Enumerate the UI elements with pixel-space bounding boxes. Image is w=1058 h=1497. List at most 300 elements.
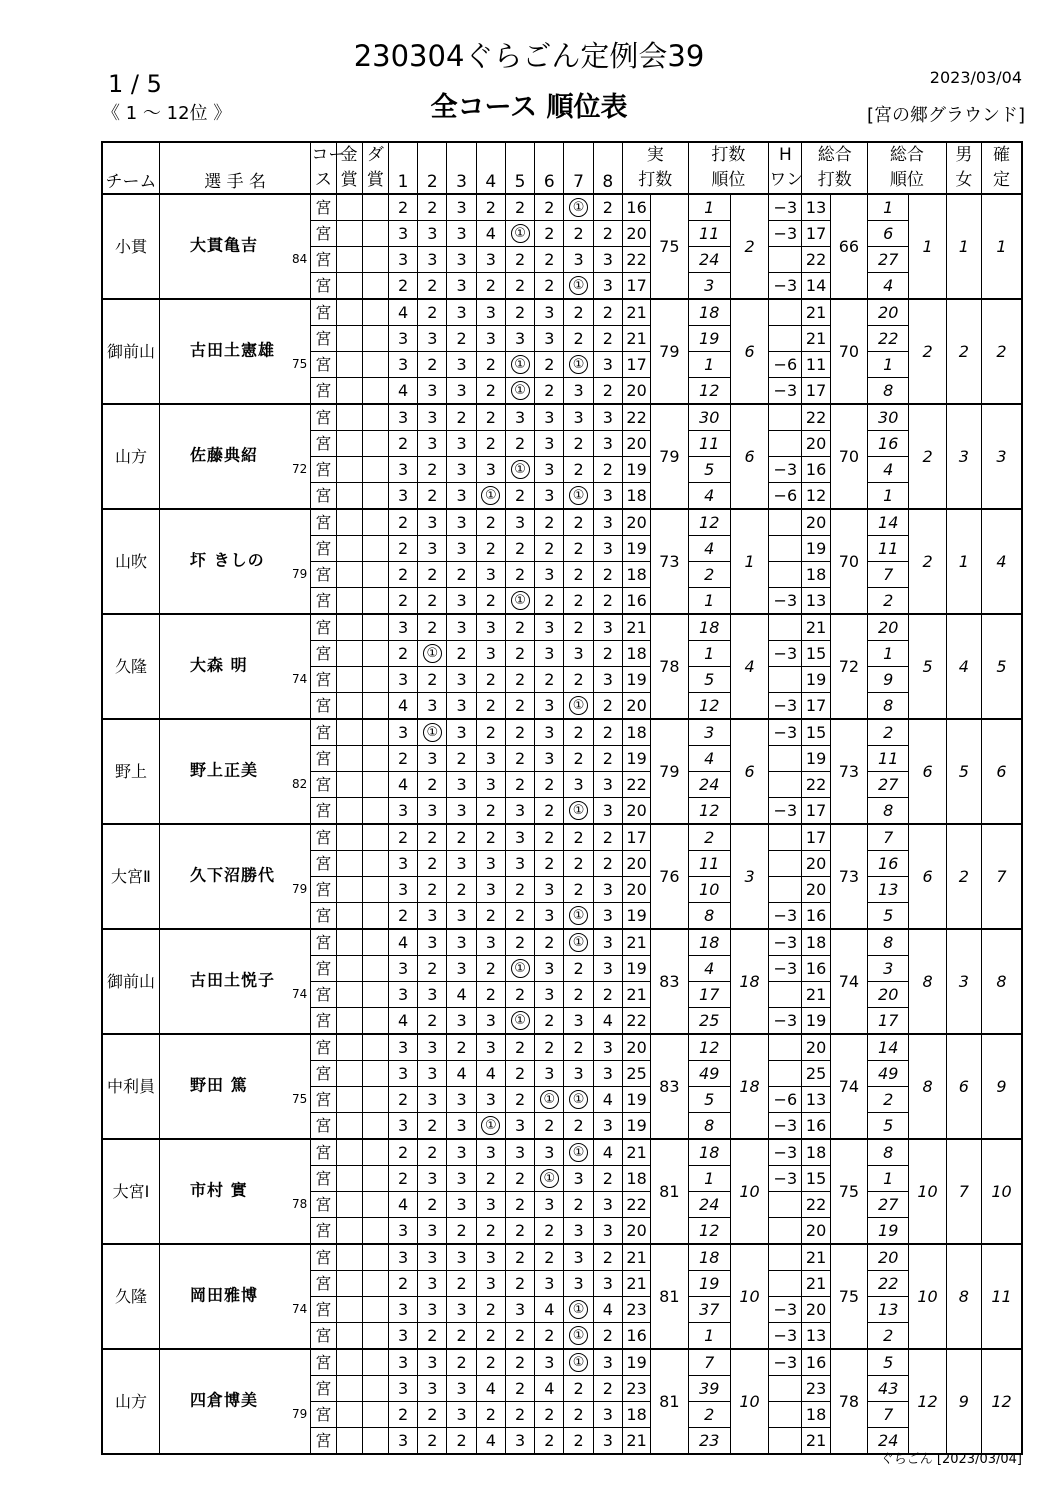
hole-score [535, 1166, 564, 1192]
net-total: 18 [802, 1139, 830, 1166]
hole-score: 2 [505, 1323, 534, 1350]
net-total: 17 [802, 798, 830, 825]
hole-in-one-bonus [769, 667, 802, 693]
net-total: 20 [802, 1297, 830, 1323]
hole-score: 2 [593, 299, 622, 326]
course-code: 宮 [311, 798, 336, 825]
net-rank: 8 [868, 378, 909, 405]
net-rank: 22 [868, 326, 909, 352]
gold-prize-cell [336, 404, 362, 431]
hole-score: 4 [535, 1376, 564, 1402]
da-prize-cell [362, 798, 388, 825]
gold-prize-cell [336, 1323, 362, 1350]
hole-score: 2 [535, 1244, 564, 1271]
round-rank: 12 [688, 798, 730, 825]
gender-rank: 8 [946, 1244, 981, 1349]
hole-score: 3 [593, 1061, 622, 1087]
hole-score: 3 [593, 273, 622, 300]
hole-score: 2 [505, 1349, 534, 1376]
hole-in-one-bonus: −3 [769, 1297, 802, 1323]
player-name: 古田土憲雄 [190, 339, 276, 359]
hole-score: 2 [535, 588, 564, 615]
player-name: 四倉博美 [190, 1389, 259, 1409]
da-prize-cell [362, 483, 388, 510]
player-name: 古田土悦子 [190, 969, 276, 989]
gold-prize-cell [336, 536, 362, 562]
player-cell [160, 1349, 311, 1454]
round-total: 21 [622, 299, 650, 326]
hole-score: 3 [564, 641, 593, 667]
hole-score: 2 [418, 273, 447, 300]
course-code: 宮 [311, 719, 336, 746]
gold-prize-cell [336, 1061, 362, 1087]
net-total: 17 [802, 693, 830, 720]
hole-score: 3 [418, 1349, 447, 1376]
col-da-top: ダ [362, 142, 388, 168]
hole-score: 2 [418, 1323, 447, 1350]
actual-strokes: 83 [651, 1034, 688, 1139]
col-hole-1: 1 [388, 142, 417, 194]
overall-rank: 2 [909, 299, 946, 404]
hole-score: 3 [535, 903, 564, 930]
course-code: 宮 [311, 641, 336, 667]
round-total: 17 [622, 273, 650, 300]
hole-in-one-bonus [769, 509, 802, 536]
hole-score: 3 [593, 614, 622, 641]
player-cell [160, 1139, 311, 1244]
hole-score: 2 [418, 1428, 447, 1455]
hole-score [564, 273, 593, 300]
hole-score: 2 [388, 1271, 417, 1297]
hole-score: 3 [535, 614, 564, 641]
da-prize-cell [362, 719, 388, 746]
overall-strokes: 75 [830, 1244, 867, 1349]
course-code: 宮 [311, 1113, 336, 1140]
team-name: 久隆 [102, 614, 160, 719]
hole-in-one-bonus: −3 [769, 273, 802, 300]
gold-prize-cell [336, 299, 362, 326]
net-rank: 49 [868, 1061, 909, 1087]
round-total: 19 [622, 956, 650, 982]
overall-strokes: 72 [830, 614, 867, 719]
player-cell [160, 194, 311, 299]
net-total: 19 [802, 1008, 830, 1035]
hole-score: 2 [564, 746, 593, 772]
team-name: 小貫 [102, 194, 160, 299]
actual-strokes: 78 [651, 614, 688, 719]
hole-score: 3 [447, 614, 476, 641]
col-strokes-bottom: 順位 [688, 168, 769, 194]
hole-score: 2 [593, 1376, 622, 1402]
hole-score: 3 [593, 877, 622, 903]
net-rank: 19 [868, 1218, 909, 1245]
net-rank: 30 [868, 404, 909, 431]
round-total: 19 [622, 457, 650, 483]
col-final-top: 確 [982, 142, 1023, 168]
hole-score: 3 [593, 667, 622, 693]
player-cell [160, 719, 311, 824]
hole-score: 3 [593, 404, 622, 431]
col-da-bottom: 賞 [362, 168, 388, 194]
hole-score: 2 [564, 719, 593, 746]
col-total-rank-bottom: 順位 [868, 168, 947, 194]
net-rank: 17 [868, 1008, 909, 1035]
hole-score: 3 [418, 982, 447, 1008]
round-rank: 19 [688, 326, 730, 352]
hole-in-one-bonus [769, 1244, 802, 1271]
da-prize-cell [362, 877, 388, 903]
player-name: 岡田雅博 [190, 1284, 259, 1304]
hole-in-one-bonus: −3 [769, 588, 802, 615]
gold-prize-cell [336, 273, 362, 300]
hole-score [564, 483, 593, 510]
net-total: 21 [802, 982, 830, 1008]
hole-in-one-bonus [769, 851, 802, 877]
hole-score: 3 [593, 1271, 622, 1297]
da-prize-cell [362, 457, 388, 483]
hole-score: 2 [505, 903, 534, 930]
overall-strokes: 70 [830, 404, 867, 509]
hole-score: 3 [418, 1218, 447, 1245]
hole-score: 2 [447, 562, 476, 588]
hole-score: 2 [418, 851, 447, 877]
col-course-bottom: ス [311, 168, 336, 194]
hole-score: 2 [388, 746, 417, 772]
hole-score: 2 [476, 1402, 505, 1428]
net-rank: 5 [868, 903, 909, 930]
hole-score: 3 [476, 1139, 505, 1166]
course-code: 宮 [311, 1139, 336, 1166]
course-code: 宮 [311, 824, 336, 851]
hole-score: 2 [418, 824, 447, 851]
hole-score: 2 [418, 1402, 447, 1428]
net-total: 13 [802, 1323, 830, 1350]
net-rank: 1 [868, 1166, 909, 1192]
overall-strokes: 70 [830, 509, 867, 614]
hole-score: 3 [535, 1349, 564, 1376]
hole-in-one-mark: ① [423, 723, 442, 742]
hole-in-one-mark: ① [481, 1116, 500, 1135]
gold-prize-cell [336, 614, 362, 641]
col-total-rank-top: 総合 [868, 142, 947, 168]
hole-in-one-bonus: −3 [769, 457, 802, 483]
hole-score: 2 [535, 194, 564, 221]
col-hio-bottom: ワン [769, 168, 802, 194]
hole-score: 3 [418, 1271, 447, 1297]
da-prize-cell [362, 772, 388, 798]
gold-prize-cell [336, 929, 362, 956]
final-rank: 3 [982, 404, 1023, 509]
net-rank: 7 [868, 1402, 909, 1428]
hole-in-one-bonus [769, 1061, 802, 1087]
hole-score: 3 [535, 1192, 564, 1218]
hole-score: 2 [388, 588, 417, 615]
round-rank: 7 [688, 1349, 730, 1376]
hole-score: 2 [535, 1402, 564, 1428]
hole-score [505, 378, 534, 405]
hole-in-one-mark: ① [481, 486, 500, 505]
hole-score: 3 [447, 772, 476, 798]
team-name: 久隆 [102, 1244, 160, 1349]
hole-score: 2 [535, 536, 564, 562]
actual-strokes: 73 [651, 509, 688, 614]
da-prize-cell [362, 929, 388, 956]
actual-strokes: 79 [651, 404, 688, 509]
hole-score: 3 [388, 719, 417, 746]
hole-score: 3 [593, 929, 622, 956]
hole-score: 2 [535, 1323, 564, 1350]
net-total: 16 [802, 457, 830, 483]
hole-score: 3 [388, 1297, 417, 1323]
final-rank: 12 [982, 1349, 1023, 1454]
gender-rank: 1 [946, 509, 981, 614]
hole-score: 2 [505, 247, 534, 273]
gold-prize-cell [336, 641, 362, 667]
hole-score: 3 [447, 457, 476, 483]
hole-score [564, 1323, 593, 1350]
round-total: 25 [622, 1061, 650, 1087]
gold-prize-cell [336, 247, 362, 273]
player-handicap: 79 [292, 1407, 308, 1421]
hole-in-one-bonus: −6 [769, 483, 802, 510]
hole-score: 3 [476, 562, 505, 588]
hole-in-one-bonus [769, 1402, 802, 1428]
hole-score: 3 [447, 1192, 476, 1218]
hole-score: 2 [476, 903, 505, 930]
hole-score: 3 [447, 431, 476, 457]
hole-score [564, 1297, 593, 1323]
hole-score: 4 [388, 772, 417, 798]
course-code: 宮 [311, 1376, 336, 1402]
stroke-rank: 10 [730, 1349, 768, 1454]
player-handicap: 75 [292, 357, 308, 371]
hole-score: 4 [535, 1297, 564, 1323]
round-rank: 8 [688, 1113, 730, 1140]
da-prize-cell [362, 1244, 388, 1271]
hole-score: 3 [418, 536, 447, 562]
hole-score: 3 [418, 1297, 447, 1323]
actual-strokes: 79 [651, 299, 688, 404]
col-total-top: 総合 [802, 142, 868, 168]
round-total: 18 [622, 562, 650, 588]
overall-strokes: 78 [830, 1349, 867, 1454]
hole-in-one-mark: ① [569, 1353, 588, 1372]
col-gold-bottom: 賞 [336, 168, 362, 194]
gold-prize-cell [336, 1218, 362, 1245]
hole-score: 2 [535, 247, 564, 273]
round-rank: 11 [688, 431, 730, 457]
hole-score: 2 [564, 982, 593, 1008]
round-total: 21 [622, 1244, 650, 1271]
gold-prize-cell [336, 1139, 362, 1166]
hole-score [505, 1008, 534, 1035]
hole-in-one-bonus: −3 [769, 378, 802, 405]
net-rank: 16 [868, 431, 909, 457]
hole-in-one-bonus [769, 746, 802, 772]
hole-score: 2 [388, 641, 417, 667]
course-code: 宮 [311, 404, 336, 431]
stroke-rank: 10 [730, 1139, 768, 1244]
overall-rank: 6 [909, 824, 946, 929]
net-total: 11 [802, 352, 830, 378]
hole-score: 3 [535, 457, 564, 483]
hole-score: 3 [447, 956, 476, 982]
hole-score: 2 [564, 457, 593, 483]
hole-score: 2 [418, 614, 447, 641]
hole-score: 2 [418, 877, 447, 903]
course-code: 宮 [311, 562, 336, 588]
round-rank: 19 [688, 1271, 730, 1297]
hole-score: 2 [564, 877, 593, 903]
course-code: 宮 [311, 693, 336, 720]
hole-score: 2 [418, 588, 447, 615]
hole-in-one-bonus: −3 [769, 1349, 802, 1376]
hole-score: 4 [388, 693, 417, 720]
gender-rank: 2 [946, 824, 981, 929]
gold-prize-cell [336, 746, 362, 772]
hole-score: 3 [388, 1034, 417, 1061]
hole-score: 3 [593, 1218, 622, 1245]
actual-strokes: 83 [651, 929, 688, 1034]
round-rank: 4 [688, 483, 730, 510]
footer-credit: ぐらごん [2023/03/04] [880, 1452, 1022, 1467]
da-prize-cell [362, 247, 388, 273]
final-rank: 1 [982, 194, 1023, 299]
hole-score: 3 [388, 851, 417, 877]
hole-score: 3 [388, 247, 417, 273]
hole-score: 3 [388, 1376, 417, 1402]
gender-rank: 1 [946, 194, 981, 299]
stroke-rank: 4 [730, 614, 768, 719]
gold-prize-cell [336, 194, 362, 221]
da-prize-cell [362, 299, 388, 326]
round-rank: 5 [688, 1087, 730, 1113]
hole-score: 3 [505, 1113, 534, 1140]
overall-strokes: 73 [830, 719, 867, 824]
overall-rank: 10 [909, 1139, 946, 1244]
round-rank: 17 [688, 982, 730, 1008]
hole-score: 2 [476, 509, 505, 536]
course-code: 宮 [311, 1218, 336, 1245]
table-row [102, 614, 1022, 641]
hole-score: 3 [447, 667, 476, 693]
hole-score: 3 [447, 1297, 476, 1323]
hole-score: 3 [476, 877, 505, 903]
da-prize-cell [362, 273, 388, 300]
da-prize-cell [362, 509, 388, 536]
hole-score: 2 [564, 824, 593, 851]
hole-score: 2 [476, 824, 505, 851]
round-rank: 23 [688, 1428, 730, 1455]
da-prize-cell [362, 1271, 388, 1297]
net-total: 22 [802, 1192, 830, 1218]
net-rank: 4 [868, 457, 909, 483]
hole-score: 2 [564, 851, 593, 877]
hole-score: 2 [418, 667, 447, 693]
col-hole-7: 7 [564, 142, 593, 194]
net-total: 21 [802, 1271, 830, 1297]
round-rank: 24 [688, 247, 730, 273]
final-rank: 6 [982, 719, 1023, 824]
stroke-rank: 2 [730, 194, 768, 299]
hole-score: 2 [476, 431, 505, 457]
hole-score: 2 [564, 326, 593, 352]
hole-in-one-mark: ① [511, 381, 530, 400]
hole-score: 3 [447, 693, 476, 720]
hole-score [564, 798, 593, 825]
hole-score: 2 [505, 641, 534, 667]
round-total: 19 [622, 746, 650, 772]
hole-score: 3 [476, 1192, 505, 1218]
round-rank: 37 [688, 1297, 730, 1323]
gold-prize-cell [336, 378, 362, 405]
round-rank: 25 [688, 1008, 730, 1035]
hole-score: 4 [447, 982, 476, 1008]
hole-score: 3 [505, 851, 534, 877]
gold-prize-cell [336, 1192, 362, 1218]
col-actual-top: 実 [622, 142, 688, 168]
course-code: 宮 [311, 614, 336, 641]
course-code: 宮 [311, 1297, 336, 1323]
net-total: 16 [802, 903, 830, 930]
da-prize-cell [362, 352, 388, 378]
hole-score: 2 [535, 824, 564, 851]
hole-score: 2 [476, 1349, 505, 1376]
hole-score: 2 [476, 956, 505, 982]
round-rank: 12 [688, 509, 730, 536]
player-name: 野上正美 [190, 759, 259, 779]
hole-score [564, 352, 593, 378]
hole-score: 2 [505, 483, 534, 510]
net-total: 21 [802, 1428, 830, 1455]
hole-score: 3 [418, 903, 447, 930]
hole-in-one-mark: ① [569, 1326, 588, 1345]
hole-score: 2 [418, 194, 447, 221]
da-prize-cell [362, 982, 388, 1008]
hole-score: 2 [505, 877, 534, 903]
round-rank: 11 [688, 221, 730, 247]
round-total: 21 [622, 982, 650, 1008]
net-rank: 1 [868, 483, 909, 510]
hole-score: 2 [535, 221, 564, 247]
col-strokes-top: 打数 [688, 142, 769, 168]
round-total: 21 [622, 1428, 650, 1455]
hole-score: 3 [447, 903, 476, 930]
hole-score: 2 [535, 772, 564, 798]
round-total: 19 [622, 1349, 650, 1376]
hole-score: 2 [418, 1192, 447, 1218]
net-total: 22 [802, 404, 830, 431]
hole-in-one-bonus: −3 [769, 956, 802, 982]
team-name: 大宮Ⅱ [102, 824, 160, 929]
course-code: 宮 [311, 1192, 336, 1218]
course-code: 宮 [311, 588, 336, 615]
net-total: 21 [802, 1244, 830, 1271]
hole-score: 2 [505, 772, 534, 798]
hole-score: 3 [535, 326, 564, 352]
course-code: 宮 [311, 352, 336, 378]
overall-rank: 10 [909, 1244, 946, 1349]
round-rank: 24 [688, 772, 730, 798]
hole-score: 3 [418, 247, 447, 273]
da-prize-cell [362, 1218, 388, 1245]
hole-score: 2 [564, 667, 593, 693]
hole-score: 2 [388, 1402, 417, 1428]
net-rank: 43 [868, 1376, 909, 1402]
col-hole-8: 8 [593, 142, 622, 194]
hole-score [564, 929, 593, 956]
hole-in-one-mark: ① [569, 1300, 588, 1319]
